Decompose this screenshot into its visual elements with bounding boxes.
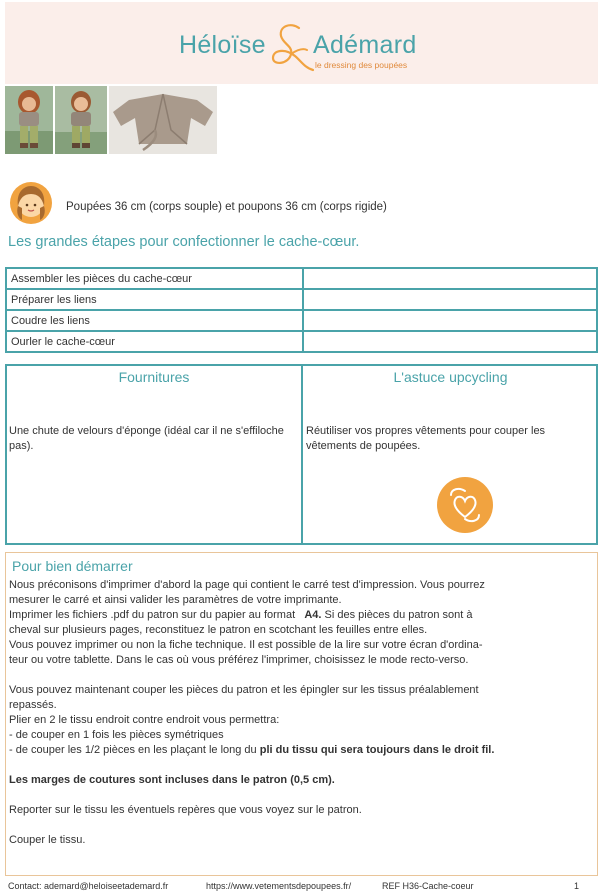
brand-tagline: le dressing des poupées xyxy=(315,60,408,70)
doll-photo-side[interactable] xyxy=(55,86,107,154)
supplies-title: Fournitures xyxy=(118,369,190,385)
paragraph-line: Nous préconisons d'imprimer d'abord la page qui contient le carré test d'impression. Vous pourrez xyxy=(9,579,485,591)
grain-note: pli du tissu qui sera toujours dans le droit fil. xyxy=(259,744,495,756)
paragraph-line: repassés. xyxy=(9,699,57,711)
page-number: 1 xyxy=(574,881,580,891)
paragraph-line: Vous pouvez maintenant couper les pièces du patron et les épingler sur les tissus préalablement xyxy=(9,684,479,696)
paragraph-line: teur ou votre tablette. Dans le cas où vous préférez l'imprimer, choisissez le mode recto-verso. xyxy=(9,654,469,666)
step-label: Coudre les liens xyxy=(6,310,303,331)
paragraph-line: cheval sur plusieurs pages, reconstituez le patron en scotchant les feuilles entre elles. xyxy=(9,624,428,636)
getting-started-box xyxy=(5,552,598,876)
seam-allowance-note: Les marges de coutures sont incluses dans le patron (0,5 cm). xyxy=(9,774,335,786)
paragraph-line: mesurer le carré et ainsi valider les paramètres de votre imprimante. xyxy=(9,594,342,606)
step-label: Assembler les pièces du cache-cœur xyxy=(6,268,303,289)
heart-hands-icon xyxy=(437,477,493,533)
doll-size-text: Poupées 36 cm (corps souple) et poupons 36 cm (corps rigide) xyxy=(66,201,387,213)
header-banner xyxy=(5,2,598,84)
brand-name-left: Héloïse xyxy=(179,31,266,59)
paragraph-line: - de couper les 1/2 pièces en les plaçant le long du pli du tissu qui sera toujours dans le droit fil. xyxy=(9,744,495,756)
brand-name-right: Adémard xyxy=(313,31,417,59)
table-row xyxy=(6,289,597,310)
supplies-upcycling-box xyxy=(5,364,598,545)
footer-url[interactable]: https://www.vetementsdepoupees.fr/ xyxy=(206,881,352,891)
column-divider xyxy=(301,366,303,543)
upcycling-text: Réutiliser vos propres vêtements pour couper les vêtements de poupées. xyxy=(306,425,546,452)
steps-title: Les grandes étapes pour confectionner le cache-cœur. xyxy=(8,234,360,250)
table-row xyxy=(6,268,597,289)
paragraph-line: Reporter sur le tissu les éventuels repères que vous voyez sur le patron. xyxy=(9,804,362,816)
supplies-text: Une chute de velours d'éponge (idéal car il ne s'effiloche pas). xyxy=(9,425,284,452)
doll-face-icon xyxy=(10,182,52,224)
step-note xyxy=(303,310,597,331)
getting-started-body xyxy=(9,578,594,848)
paragraph-line: Imprimer les fichiers .pdf du patron sur du papier au format A4. Si des pièces du patron sont à xyxy=(9,609,473,621)
paragraph-line: Couper le tissu. xyxy=(9,834,86,846)
ampersand-logo-icon xyxy=(261,20,321,78)
paragraph-line: - de couper en 1 fois les pièces symétriques xyxy=(9,729,224,741)
footer-contact[interactable]: Contact: ademard@heloiseetademard.fr xyxy=(8,881,169,891)
cardigan-photo[interactable] xyxy=(109,86,217,154)
step-note xyxy=(303,268,597,289)
upcycling-title: L'astuce upcycling xyxy=(393,369,508,385)
brand-logo[interactable] xyxy=(175,24,435,74)
doll-photo-front[interactable] xyxy=(5,86,53,154)
step-note xyxy=(303,331,597,352)
table-row xyxy=(6,331,597,352)
paragraph-line: Plier en 2 le tissu endroit contre endroit vous permettra: xyxy=(9,714,280,726)
step-label: Ourler le cache-cœur xyxy=(6,331,303,352)
format-a4: A4. xyxy=(304,609,322,621)
paragraph-line: Vous pouvez imprimer ou non la fiche technique. Il est possible de la lire sur votre écran d'ordina- xyxy=(9,639,483,651)
step-label: Préparer les liens xyxy=(6,289,303,310)
step-note xyxy=(303,289,597,310)
steps-table xyxy=(5,267,598,353)
table-row xyxy=(6,310,597,331)
getting-started-title: Pour bien démarrer xyxy=(12,558,133,574)
footer-ref: REF H36-Cache-coeur xyxy=(382,881,474,891)
